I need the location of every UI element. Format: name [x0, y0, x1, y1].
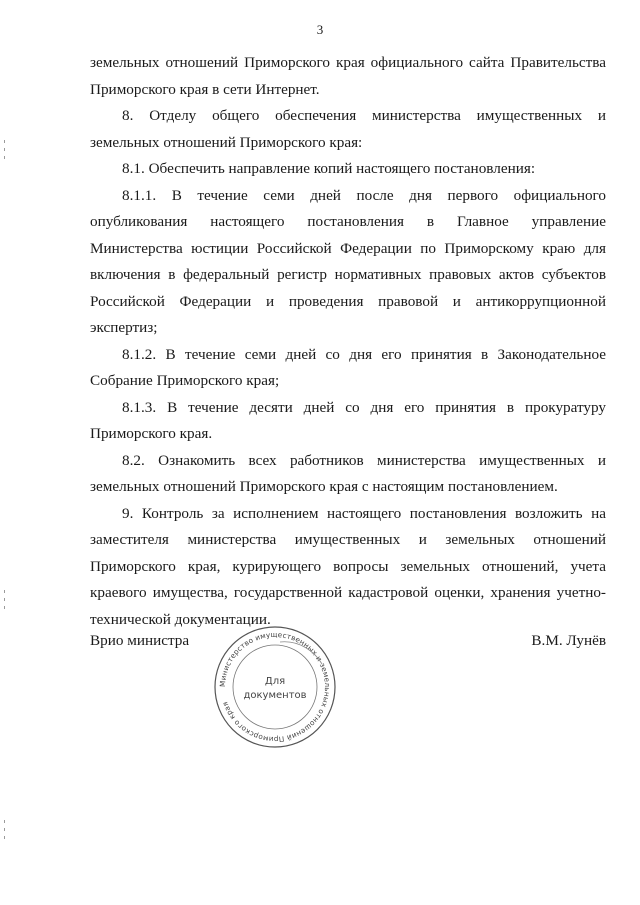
- paragraph-item-8-1: 8.1. Обеспечить направление копий настоящего постановления:: [122, 160, 536, 177]
- paragraph-item-8-1-2: 8.1.2. В течение семи дней со дня его принятия в Законодательное Собрание Приморского края;: [90, 345, 606, 389]
- signatory-name: В.М. Лунёв: [531, 632, 606, 649]
- seal-center-line-2: документов: [243, 690, 307, 701]
- page-number: 3: [316, 22, 324, 37]
- official-seal-stamp: [210, 622, 340, 752]
- paragraph-item-8-1-1: 8.1.1. В течение семи дней после дня первого официального опубликования настоящего постановления в Главное управление Министерства юстиции Российской Федерации по Приморскому краю для включения в федеральный регистр нормативных правовых актов субъектов Российской Федерации и проведения правовой и антикоррупционной экспертиз;: [90, 186, 606, 336]
- paragraph-item-8-1-3: 8.1.3. В течение десяти дней со дня его принятия в прокуратуру Приморского края.: [90, 398, 606, 442]
- paragraph-item-8-2: 8.2. Ознакомить всех работников министерства имущественных и земельных отношений Приморского края с настоящим постановлением.: [90, 451, 606, 495]
- document-body: [90, 50, 606, 633]
- signatory-position: Врио министра: [90, 632, 190, 649]
- binding-margin-marks: [4, 140, 6, 164]
- paragraph-item-9: 9. Контроль за исполнением настоящего постановления возложить на заместителя министерства имущественных и земельных отношений Приморского края, курирующего вопросы земельных отношений, учета краевого имущества, государственной кадастровой оценки, хранения учетно-технической документации.: [90, 504, 606, 628]
- seal-ring-text: Министерство имущественных и земельных отношений Приморского края: [217, 629, 333, 745]
- paragraph-continuation: земельных отношений Приморского края официального сайта Правительства Приморского края в сети Интернет.: [90, 54, 606, 98]
- signature-block: [90, 632, 606, 656]
- binding-margin-marks: [4, 590, 6, 614]
- binding-margin-marks: [4, 820, 6, 844]
- seal-center-line-1: Для: [264, 676, 286, 687]
- paragraph-item-8: 8. Отделу общего обеспечения министерства имущественных и земельных отношений Приморского края:: [90, 107, 606, 151]
